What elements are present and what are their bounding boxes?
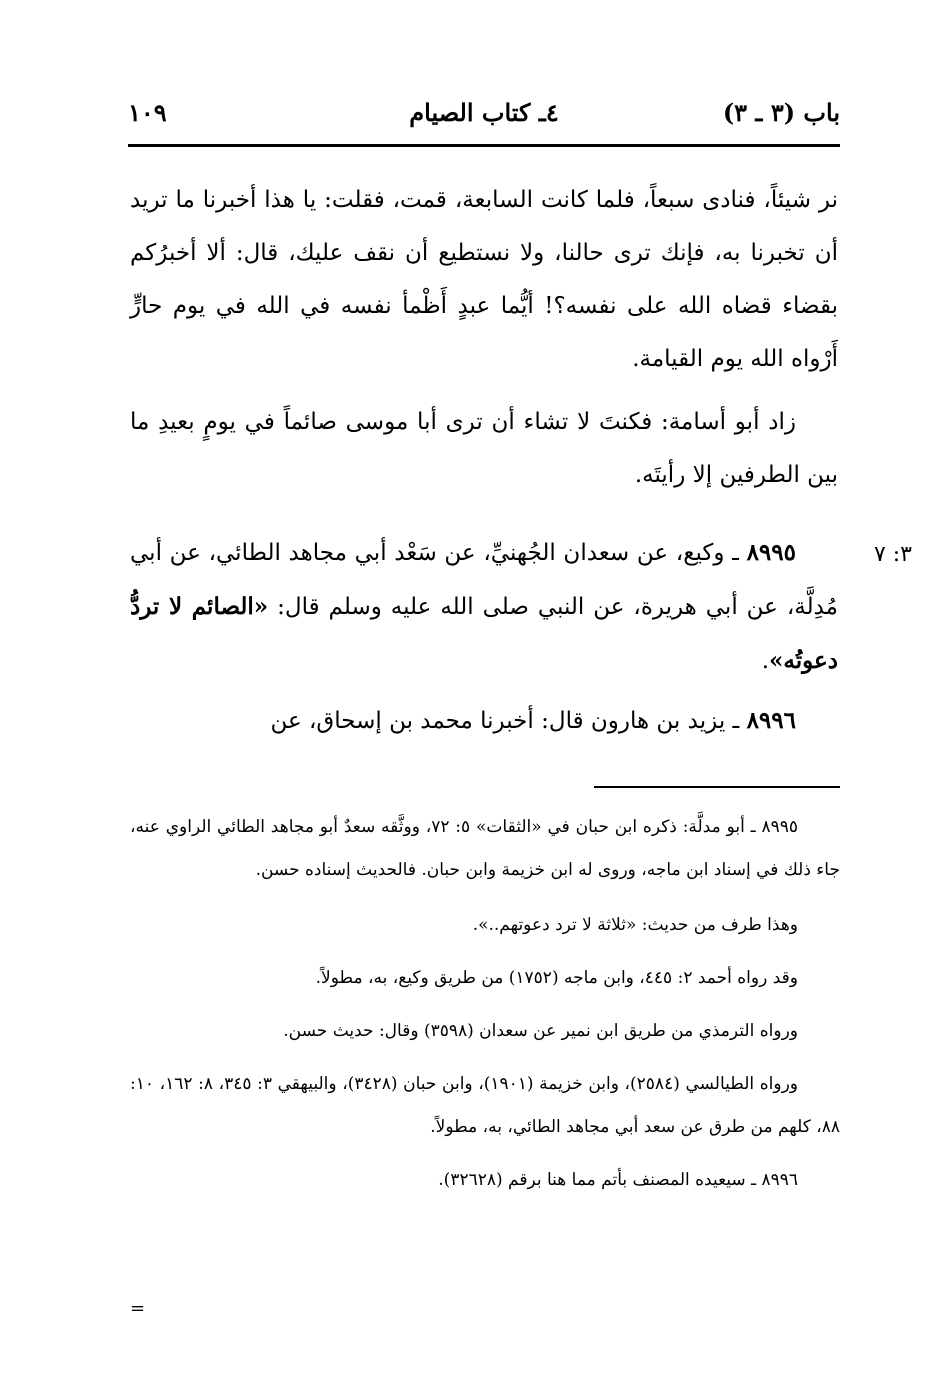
hadith-8995 <box>130 526 838 688</box>
footnote-line: وقد رواه أحمد ٢: ٤٤٥، وابن ماجه (١٧٥٢) من طريق وكيع، به، مطولاً. <box>315 968 798 988</box>
hadith-chain: ـ يزيد بن هارون قال: أخبرنا محمد بن إسحاق، عن <box>270 708 747 734</box>
footnote-divider <box>594 786 840 788</box>
header-divider <box>128 144 840 147</box>
continuation-mark: = <box>130 1298 146 1319</box>
paragraph-addition: زاد أبو أسامة: فكنتَ لا تشاء أن ترى أبا موسى صائماً في يومٍ بعيدِ ما بين الطرفين إلا رأيتَه. <box>130 409 838 488</box>
paragraph-continuation: نر شيئاً، فنادى سبعاً، فلما كانت السابعة، قمت، فقلت: يا هذا أخبرنا ما تريد أن تخبرنا به، فإنك ترى حالنا، ولا نستطيع أن نقف عليك، قال: ألا أخبرُكم بقضاء قضاه الله على نفسه؟! أيُّما عبدٍ أَظْمأ نفسه في الله في يوم حارٍّ أَرْواه الله يوم القيامة. <box>130 187 838 372</box>
running-header <box>128 98 840 138</box>
book-title: ٤ـ كتاب الصيام <box>409 98 559 127</box>
page-number: ١٠٩ <box>128 98 167 127</box>
hadith-8996 <box>130 694 838 748</box>
footnote-8995: ٨٩٩٥ ـ أبو مدلَّة: ذكره ابن حبان في «الثقات» ٥: ٧٢، ووثَّقه سعدٌ أبو مجاهد الطائي الراوي عنه، جاء ذلك في إسناد ابن ماجه، وروى له ابن خزيمة وابن حبان. فالحديث إسناده حسن. <box>130 817 840 880</box>
margin-reference: ٣: ٧ <box>873 542 912 567</box>
hadith-number: ٨٩٩٥ <box>746 539 796 566</box>
hadith-chain: ـ وكيع، عن سعدان الجُهنيِّ، عن سَعْد أبي مجاهد الطائي، عن أبي مُدِلَّة، عن أبي هريرة، عن النبي صلى الله عليه وسلم قال: <box>130 540 838 620</box>
chapter-label: باب (٣ ـ ٣) <box>722 98 840 127</box>
footnote-line: ورواه الطيالسي (٢٥٨٤)، وابن خزيمة (١٩٠١)، وابن حبان (٣٤٢٨)، والبيهقي ٣: ٣٤٥، ٨: ١٦٢، ١٠: ٨٨، كلهم من طرق عن سعد أبي مجاهد الطائي، به، مطولاً. <box>130 1074 840 1137</box>
footnote-line: وهذا طرف من حديث: «ثلاثة لا ترد دعوتهم..». <box>472 915 798 935</box>
hadith-number: ٨٩٩٦ <box>746 707 796 734</box>
footnotes <box>130 806 840 1212</box>
hadith-end: . <box>761 648 770 674</box>
hadith-quote: «الصائم لا تردُّ دعوتُه» <box>130 593 838 674</box>
footnote-8996: ٨٩٩٦ ـ سيعيده المصنف بأتم مما هنا برقم (٣٢٦٢٨). <box>438 1170 798 1190</box>
footnote-line: ورواه الترمذي من طريق ابن نمير عن سعدان (٣٥٩٨) وقال: حديث حسن. <box>283 1021 798 1041</box>
